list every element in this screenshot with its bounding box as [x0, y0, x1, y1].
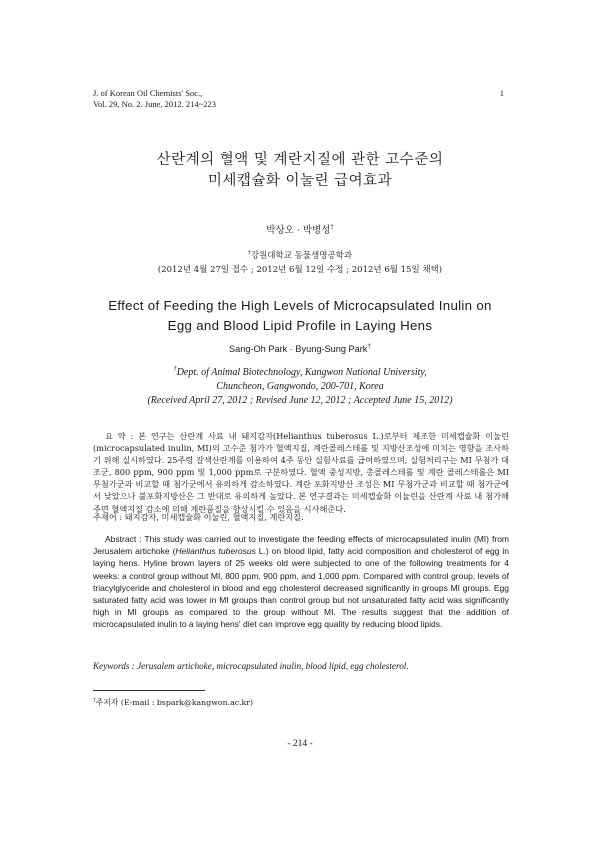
- species-name: Helianthus tuberosus: [175, 546, 256, 557]
- journal-citation: [93, 88, 216, 110]
- korean-abstract: 요 약 : 본 연구는 산란계 사료 내 돼지감자(Helianthus tuberosus L.)로부터 제조한 미세캡슐화 이눌린(microcapsulated inulin, MI)의 고수준 첨가가 혈액지질, 계란콜레스테롤 및 지방산조성에 미치는 영향을 조사하기 위해 실시하였다. 25주령 갈색산란계를 이용하여 4주 동안 실험사료를 급여하였으며, 실험처리구는 MI 무첨가 대조군, 800 ppm, 900 ppm 및 1,000 ppm로 구분하였다. 혈액 중성지방, 총콜레스테롤 및 계란 콜레스테롤은 MI 무첨가군과 비교할 때 첨가군에서 유의하게 감소하였다. 계란 포화지방산 조성은 MI 무첨가군과 비교할 때 첨가군에서 낮았으나 불포화지방산은 그 반대로 유의하게 높았다. 본 연구결과는 미세캡슐화 이눌린을 산란계 사료 내 첨가해주면 혈액지질 감소에 의해 계란품질을 향상시킬 수 있음을 시사해준다.: [93, 431, 509, 514]
- english-title-line-2: Egg and Blood Lipid Profile in Laying Hens: [167, 318, 433, 333]
- korean-title: [0, 150, 600, 192]
- korean-authors: [0, 222, 600, 236]
- english-affil-line-2: Chuncheon, Gangwondo, 200-701, Korea: [216, 381, 384, 392]
- korean-title-line-1: 산란계의 혈액 및 계란지질에 관한 고수준의: [156, 152, 444, 168]
- corresponding-dagger: †: [330, 222, 334, 231]
- english-abstract: [93, 533, 509, 631]
- english-abstract-part-2: L.) on blood lipid, fatty acid composition and cholesterol of egg in laying hens. Hyline brown layers of 25 weeks old were subjected to one of the following treatments for 4 weeks: a control group without MI, 800 ppm, 900 ppm, and 1,000 ppm. Compared with control group, levels of triacylglyceride and cholesterol in blood and egg cholesterol decreased significantly in groups MI groups. Egg saturated fatty acid was lower in MI groups than control group but not unsaturated fatty acid was significantly high in MI groups as compared to the group without MI. The results suggest that the addition of microcapsulated inulin to a laying hens' diet can improve egg quality by reducing blood lipids.: [93, 546, 509, 630]
- english-authors: [0, 344, 600, 354]
- english-affiliation: [0, 366, 600, 408]
- footnote: [93, 697, 253, 708]
- english-keywords-label: Keywords :: [93, 661, 138, 671]
- english-affil-dagger: †: [173, 364, 177, 373]
- korean-affiliation-text: 강원대학교 동물생명공학과: [250, 251, 353, 261]
- footnote-divider: [93, 690, 205, 691]
- korean-keywords: 주제어 : 돼지감자, 미세캡슐화 이눌린, 혈액지질, 계란지질.: [93, 512, 304, 522]
- footnote-dagger: †: [93, 697, 96, 704]
- english-affil-line-1: Dept. of Animal Biotechnology, Kangwon National University,: [176, 367, 427, 378]
- english-keywords: [93, 661, 509, 671]
- korean-title-line-2: 미세캡슐화 이눌린 급여효과: [207, 173, 393, 189]
- english-keywords-text: Jerusalem artichoke, microcapsulated inulin, blood lipid, egg cholesterol.: [137, 661, 409, 671]
- english-author-names: Sang-Oh Park · Byung-Sung Park: [229, 344, 368, 354]
- journal-line-2: Vol. 29, No. 2. June, 2012. 214~223: [93, 99, 216, 109]
- header-page-number: 1: [499, 88, 504, 98]
- journal-line-1: J. of Korean Oil Chemists' Soc.,: [93, 88, 203, 98]
- affiliation-dagger: †: [247, 249, 251, 257]
- english-dates: (Received April 27, 2012 ; Revised June 12, 2012 ; Accepted June 15, 2012): [147, 395, 453, 406]
- footnote-text: 주저자 (E-mail : bspark@kangwon.ac.kr): [95, 698, 254, 707]
- english-abstract-part-1: Abstract : This study was carried out to investigate the feeding effects of microcapsulated inulin (MI) from Jerusalem artichoke (: [93, 534, 509, 557]
- english-title-line-1: Effect of Feeding the High Levels of Microcapsulated Inulin on: [108, 298, 492, 313]
- english-corresponding-dagger: †: [367, 342, 371, 350]
- korean-author-names: 박상오 · 박병성: [266, 225, 331, 236]
- korean-affiliation: [0, 249, 600, 261]
- english-title: [0, 296, 600, 336]
- page-footer-number: - 214 -: [287, 739, 313, 749]
- korean-dates: (2012년 4월 27일 접수 ; 2012년 6월 12일 수정 ; 2012년 6월 15일 채택): [157, 265, 443, 275]
